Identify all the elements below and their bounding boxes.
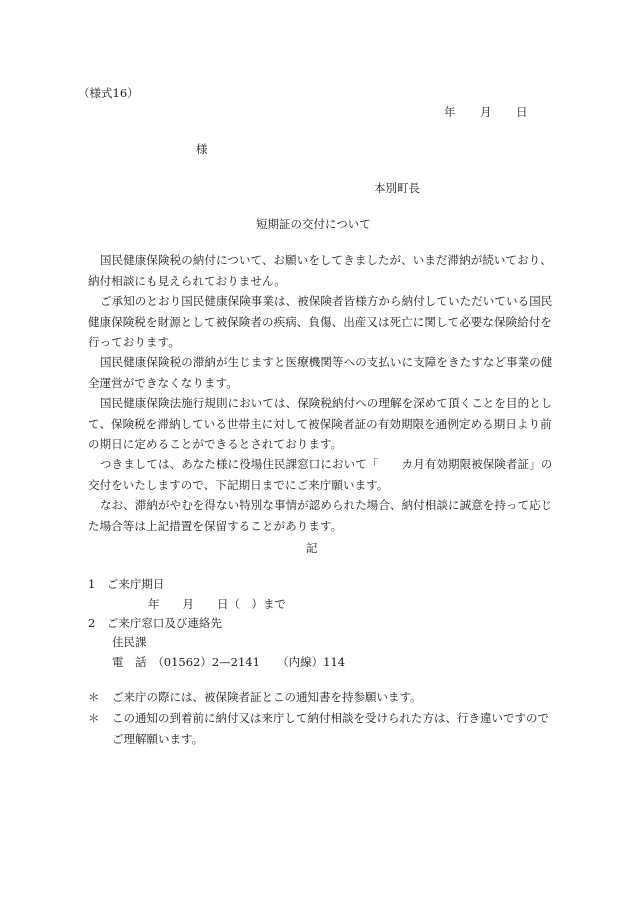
body-paragraph-6: なお、滞納がやむを得ない特別な事情が認められた場合、納付相談に誠意を持って応じた場合等は上記措置を保留することがあります。 — [88, 498, 553, 533]
phone-number: 電 話 （01562）2—2141 （内線）114 — [112, 655, 346, 669]
note-2-text: この通知の到着前に納付又は来庁して納付相談を受けられた方は、行き違いですのでご理解願います。 — [112, 711, 549, 746]
sender-name: 本別町長 — [374, 181, 420, 195]
item1-date: 年 月 日（ ）まで — [148, 597, 286, 611]
body-paragraph-3: 国民健康保険税の滞納が生じますと医療機関等への支払いに支障をきたすなど事業の健全運営ができなくなります。 — [88, 355, 553, 390]
note-1 — [88, 687, 558, 708]
item2-label: 2 ご来庁窓口及び連絡先 — [88, 616, 222, 630]
department-name: 住民課 — [112, 635, 147, 649]
asterisk-icon: ＊ — [88, 690, 100, 704]
note-2 — [88, 708, 558, 750]
body-paragraph-4: 国民健康保険法施行規則においては、保険税納付への理解を深めて頂くことを目的として、保険税を滞納している世帯主に対して被保険者証の有効期限を通例定める期日より前の期日に定めることができるとされております。 — [88, 396, 553, 451]
ki-heading: 記 — [306, 541, 318, 555]
note-1-text: ご来庁の際には、被保険者証とこの通知書を持参願います。 — [112, 690, 422, 704]
item1-label: 1 ご来庁期日 — [88, 577, 165, 591]
recipient-label: 様 — [196, 142, 208, 156]
body-paragraph-1: 国民健康保険税の納付について、お願いをしてきましたが、いまだ滞納が続いており、納付相談にも見えられておりません。 — [88, 253, 552, 288]
document-title: 短期証の交付について — [256, 217, 371, 231]
body-paragraph-2: ご承知のとおり国民健康保険事業は、被保険者皆様方から納付していただいている国民健康保険税を財源として被保険者の疾病、負傷、出産又は死亡に関して必要な保険給付を行っております。 — [88, 294, 553, 349]
body-paragraph-5: つきましては、あなた様に役場住民課窓口において「 カ月有効期限被保険者証」の交付をいたしますので、下記期日までにご来庁願います。 — [88, 457, 553, 492]
asterisk-icon: ＊ — [88, 711, 100, 725]
date-line: 年 月 日 — [444, 105, 528, 119]
form-number: （様式16） — [78, 86, 139, 100]
